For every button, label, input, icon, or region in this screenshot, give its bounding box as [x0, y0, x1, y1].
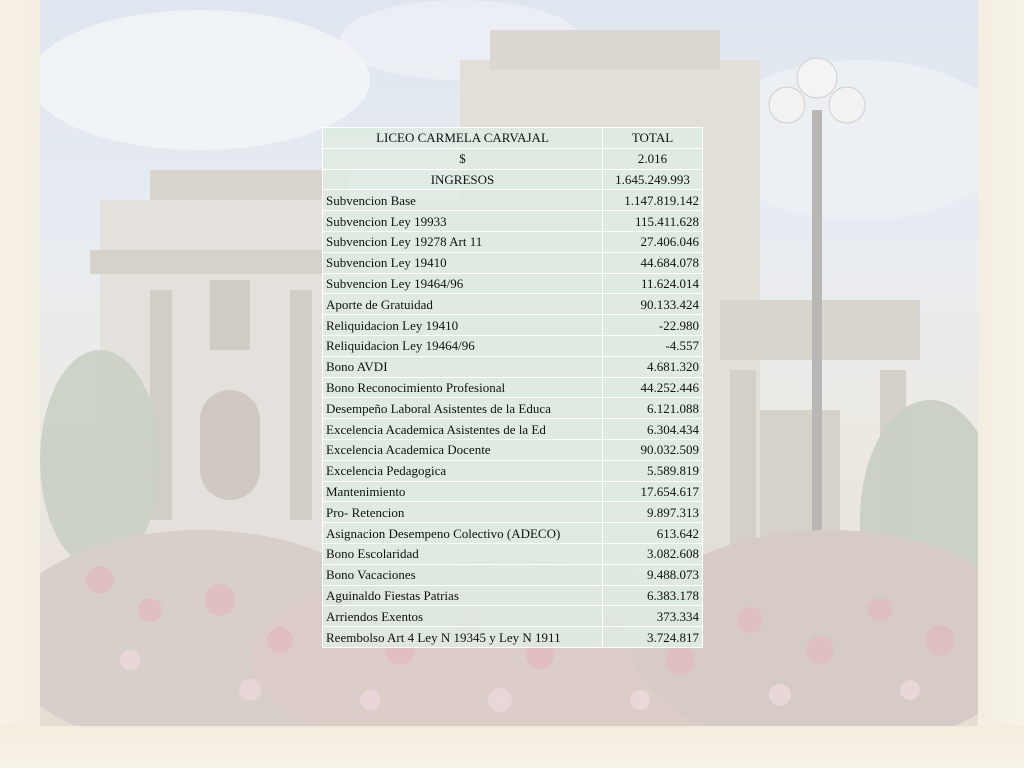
header-label: $	[323, 148, 603, 169]
header-value: 2.016	[603, 148, 703, 169]
table-row	[323, 606, 703, 627]
table-row	[323, 398, 703, 419]
row-value: -22.980	[603, 315, 703, 336]
row-label: Arriendos Exentos	[323, 606, 603, 627]
row-label: Bono Escolaridad	[323, 543, 603, 564]
row-value: 1.147.819.142	[603, 190, 703, 211]
row-label: Mantenimiento	[323, 481, 603, 502]
row-label: Subvencion Ley 19410	[323, 252, 603, 273]
frame-left	[0, 0, 40, 768]
table-row	[323, 460, 703, 481]
row-value: 613.642	[603, 523, 703, 544]
row-label: Bono Reconocimiento Profesional	[323, 377, 603, 398]
table-row	[323, 273, 703, 294]
row-label: Excelencia Academica Asistentes de la Ed	[323, 419, 603, 440]
frame-bottom	[0, 726, 1024, 768]
table-row	[323, 190, 703, 211]
row-label: Subvencion Ley 19278 Art 11	[323, 231, 603, 252]
table-header-row	[323, 128, 703, 149]
frame-right	[978, 0, 1024, 768]
row-value: 6.121.088	[603, 398, 703, 419]
row-value: -4.557	[603, 335, 703, 356]
row-value: 17.654.617	[603, 481, 703, 502]
table-row	[323, 211, 703, 232]
row-label: Reembolso Art 4 Ley N 19345 y Ley N 1911	[323, 627, 603, 648]
header-label: INGRESOS	[323, 169, 603, 190]
income-table	[322, 127, 703, 648]
table-row	[323, 315, 703, 336]
table-row	[323, 627, 703, 648]
table-row	[323, 294, 703, 315]
row-value: 4.681.320	[603, 356, 703, 377]
row-label: Asignacion Desempeno Colectivo (ADECO)	[323, 523, 603, 544]
table-row	[323, 564, 703, 585]
row-label: Excelencia Academica Docente	[323, 439, 603, 460]
row-value: 44.252.446	[603, 377, 703, 398]
row-value: 3.082.608	[603, 543, 703, 564]
table-row	[323, 377, 703, 398]
row-value: 27.406.046	[603, 231, 703, 252]
table-row	[323, 543, 703, 564]
row-label: Pro- Retencion	[323, 502, 603, 523]
row-label: Subvencion Ley 19933	[323, 211, 603, 232]
row-value: 373.334	[603, 606, 703, 627]
header-label: LICEO CARMELA CARVAJAL	[323, 128, 603, 149]
row-value: 44.684.078	[603, 252, 703, 273]
row-value: 9.897.313	[603, 502, 703, 523]
row-value: 115.411.628	[603, 211, 703, 232]
table-row	[323, 231, 703, 252]
table-row	[323, 252, 703, 273]
row-label: Desempeño Laboral Asistentes de la Educa	[323, 398, 603, 419]
row-value: 3.724.817	[603, 627, 703, 648]
row-label: Bono Vacaciones	[323, 564, 603, 585]
table-header-row	[323, 148, 703, 169]
row-value: 11.624.014	[603, 273, 703, 294]
table-row	[323, 356, 703, 377]
table-row	[323, 585, 703, 606]
row-value: 9.488.073	[603, 564, 703, 585]
row-label: Bono AVDI	[323, 356, 603, 377]
row-label: Aporte de Gratuidad	[323, 294, 603, 315]
table-row	[323, 419, 703, 440]
table-row	[323, 439, 703, 460]
table-row	[323, 523, 703, 544]
header-value: 1.645.249.993	[603, 169, 703, 190]
row-label: Aguinaldo Fiestas Patrias	[323, 585, 603, 606]
header-value: TOTAL	[603, 128, 703, 149]
row-label: Reliquidacion Ley 19464/96	[323, 335, 603, 356]
row-value: 6.383.178	[603, 585, 703, 606]
table-header-row	[323, 169, 703, 190]
row-label: Excelencia Pedagogica	[323, 460, 603, 481]
row-label: Subvencion Base	[323, 190, 603, 211]
row-value: 90.032.509	[603, 439, 703, 460]
table-row	[323, 335, 703, 356]
row-label: Reliquidacion Ley 19410	[323, 315, 603, 336]
row-value: 90.133.424	[603, 294, 703, 315]
table-row	[323, 502, 703, 523]
row-value: 6.304.434	[603, 419, 703, 440]
row-value: 5.589.819	[603, 460, 703, 481]
table-row	[323, 481, 703, 502]
row-label: Subvencion Ley 19464/96	[323, 273, 603, 294]
